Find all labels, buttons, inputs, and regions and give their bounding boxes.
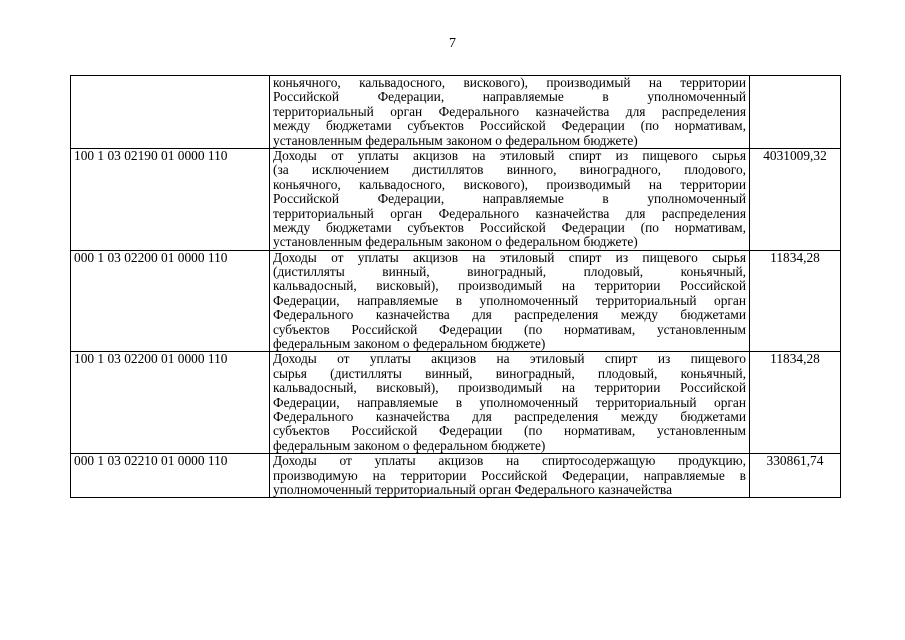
description-line: федеральным законом о федеральном бюджете): [273, 336, 546, 352]
description-line: между бюджетами субъектов Российской Федерации (по нормативам,: [273, 118, 746, 134]
page-number: 7: [449, 36, 456, 51]
description-line: территориальный орган Федерального казначейства для распределения: [273, 205, 746, 221]
description-line: Федерации, направляемые в уполномоченный территориальный орган: [273, 292, 746, 308]
table-row: [71, 76, 841, 149]
budget-code-cell: 000 1 03 02200 01 0000 110: [71, 250, 270, 352]
table-body: [71, 76, 841, 498]
table-row: [71, 454, 841, 498]
description-line: Федерального казначейства для распределения между бюджетами: [273, 307, 746, 323]
amount-cell: 11834,28: [750, 250, 841, 352]
description-line: кальвадосный, висковый), производимый на территории Российской: [273, 278, 746, 294]
description-line: установленным федеральным законом о федеральном бюджете): [273, 132, 638, 148]
description-line: сырья (дистилляты винный, виноградный, плодовый, коньячный,: [273, 365, 746, 381]
description-line: территориальный орган Федерального казначейства для распределения: [273, 103, 746, 119]
amount-cell: 4031009,32: [750, 148, 841, 250]
description-line: Федерального казначейства для распределения между бюджетами: [273, 408, 746, 424]
amount-cell: 11834,28: [750, 352, 841, 454]
description-line: уполномоченный территориальный орган Федерального казначейства: [273, 481, 673, 497]
amount-cell: 330861,74: [750, 454, 841, 498]
budget-code-cell: 000 1 03 02210 01 0000 110: [71, 454, 270, 498]
budget-code-cell: 100 1 03 02200 01 0000 110: [71, 352, 270, 454]
description-line: субъектов Российской Федерации (по нормативам, установленным: [273, 423, 746, 439]
amount-cell: [750, 76, 841, 149]
description-line: Федерации, направляемые в уполномоченный территориальный орган: [273, 394, 746, 410]
description-line: федеральным законом о федеральном бюджете): [273, 437, 546, 453]
description-line: установленным федеральным законом о федеральном бюджете): [273, 234, 638, 250]
description-line: (за исключением дистиллятов винного, виноградного, плодового,: [273, 162, 746, 178]
description-cell: [270, 148, 750, 250]
budget-revenue-table: [70, 75, 841, 498]
description-line: Российской Федерации, направляемые в уполномоченный: [273, 191, 746, 207]
description-line: Доходы от уплаты акцизов на этиловый спирт из пищевого: [273, 351, 746, 367]
description-line: производимую на территории Российской Федерации, направляемые в: [273, 467, 746, 483]
description-line: между бюджетами субъектов Российской Федерации (по нормативам,: [273, 219, 746, 235]
description-line: Российской Федерации, направляемые в уполномоченный: [273, 89, 746, 105]
description-cell: [270, 352, 750, 454]
description-cell: [270, 454, 750, 498]
description-line: (дистилляты винный, виноградный, плодовый, коньячный,: [273, 264, 746, 280]
description-line: коньячного, кальвадосного, вискового), производимый на территории: [273, 176, 746, 192]
description-line: субъектов Российской Федерации (по нормативам, установленным: [273, 321, 746, 337]
description-line: Доходы от уплаты акцизов на этиловый спирт из пищевого сырья: [273, 147, 746, 163]
budget-code-cell: [71, 76, 270, 149]
description-cell: [270, 76, 750, 149]
description-line: коньячного, кальвадосного, вискового), производимый на территории: [273, 75, 746, 90]
description-line: Доходы от уплаты акцизов на этиловый спирт из пищевого сырья: [273, 249, 746, 265]
description-cell: [270, 250, 750, 352]
table-row: [71, 250, 841, 352]
table-row: [71, 148, 841, 250]
description-line: Доходы от уплаты акцизов на спиртосодержащую продукцию,: [273, 453, 746, 469]
description-line: кальвадосный, висковый), производимый на территории Российской: [273, 380, 746, 396]
table-row: [71, 352, 841, 454]
budget-code-cell: 100 1 03 02190 01 0000 110: [71, 148, 270, 250]
